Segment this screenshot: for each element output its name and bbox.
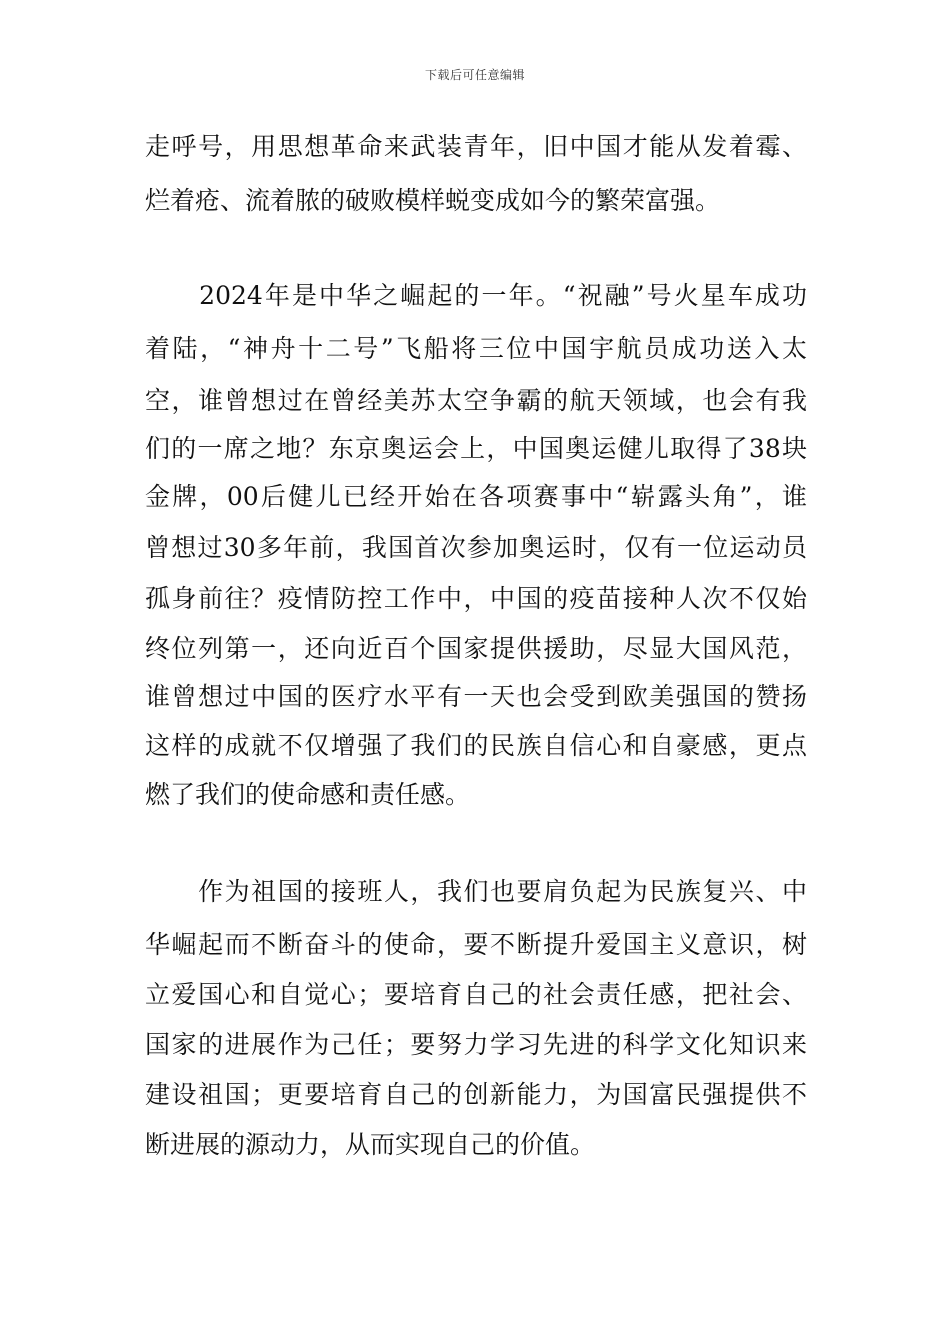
paragraph-1-line-2: 烂着疮、流着脓的破败模样蜕变成如今的繁荣富强。 — [145, 186, 721, 215]
paragraph-2-line-5: 金牌，00后健儿已经开始在各项赛事中“崭露头角”，谁 — [145, 482, 807, 511]
paragraph-2-line-7: 孤身前往？疫情防控工作中，中国的疫苗接种人次不仅始 — [145, 584, 807, 613]
paragraph-2-line-3: 空，谁曾想过在曾经美苏太空争霸的航天领域，也会有我 — [145, 386, 807, 415]
paragraph-3-line-4: 国家的进展作为己任；要努力学习先进的科学文化知识来 — [145, 1030, 807, 1059]
paragraph-2-line-6: 曾想过30多年前，我国首次参加奥运时，仅有一位运动员 — [145, 533, 807, 562]
paragraph-2-line-2: 着陆，“神舟十二号”飞船将三位中国宇航员成功送入太 — [145, 334, 807, 363]
paragraph-3-line-1: 作为祖国的接班人，我们也要肩负起为民族复兴、中 — [145, 877, 807, 906]
page-header: 下载后可任意编辑 — [424, 68, 525, 82]
paragraph-2-line-10: 这样的成就不仅增强了我们的民族自信心和自豪感，更点 — [145, 731, 807, 760]
paragraph-3-line-3: 立爱国心和自觉心；要培育自己的社会责任感，把社会、 — [145, 980, 807, 1009]
paragraph-2-line-11: 燃了我们的使命感和责任感。 — [145, 780, 471, 809]
paragraph-1-line-1: 走呼号，用思想革命来武装青年，旧中国才能从发着霉、 — [145, 132, 807, 161]
paragraph-3-line-6: 断进展的源动力，从而实现自己的价值。 — [145, 1130, 596, 1159]
paragraph-3-line-2: 华崛起而不断奋斗的使命，要不断提升爱国主义意识，树 — [145, 930, 807, 959]
paragraph-3-line-5: 建设祖国；更要培育自己的创新能力，为国富民强提供不 — [145, 1080, 807, 1109]
paragraph-2-line-8: 终位列第一，还向近百个国家提供援助，尽显大国风范， — [145, 634, 807, 663]
paragraph-2-line-9: 谁曾想过中国的医疗水平有一天也会受到欧美强国的赞扬 — [145, 682, 807, 711]
paragraph-2-line-4: 们的一席之地？东京奥运会上，中国奥运健儿取得了38块 — [145, 434, 807, 463]
paragraph-2-line-1: 2024年是中华之崛起的一年。“祝融”号火星车成功 — [145, 281, 807, 310]
